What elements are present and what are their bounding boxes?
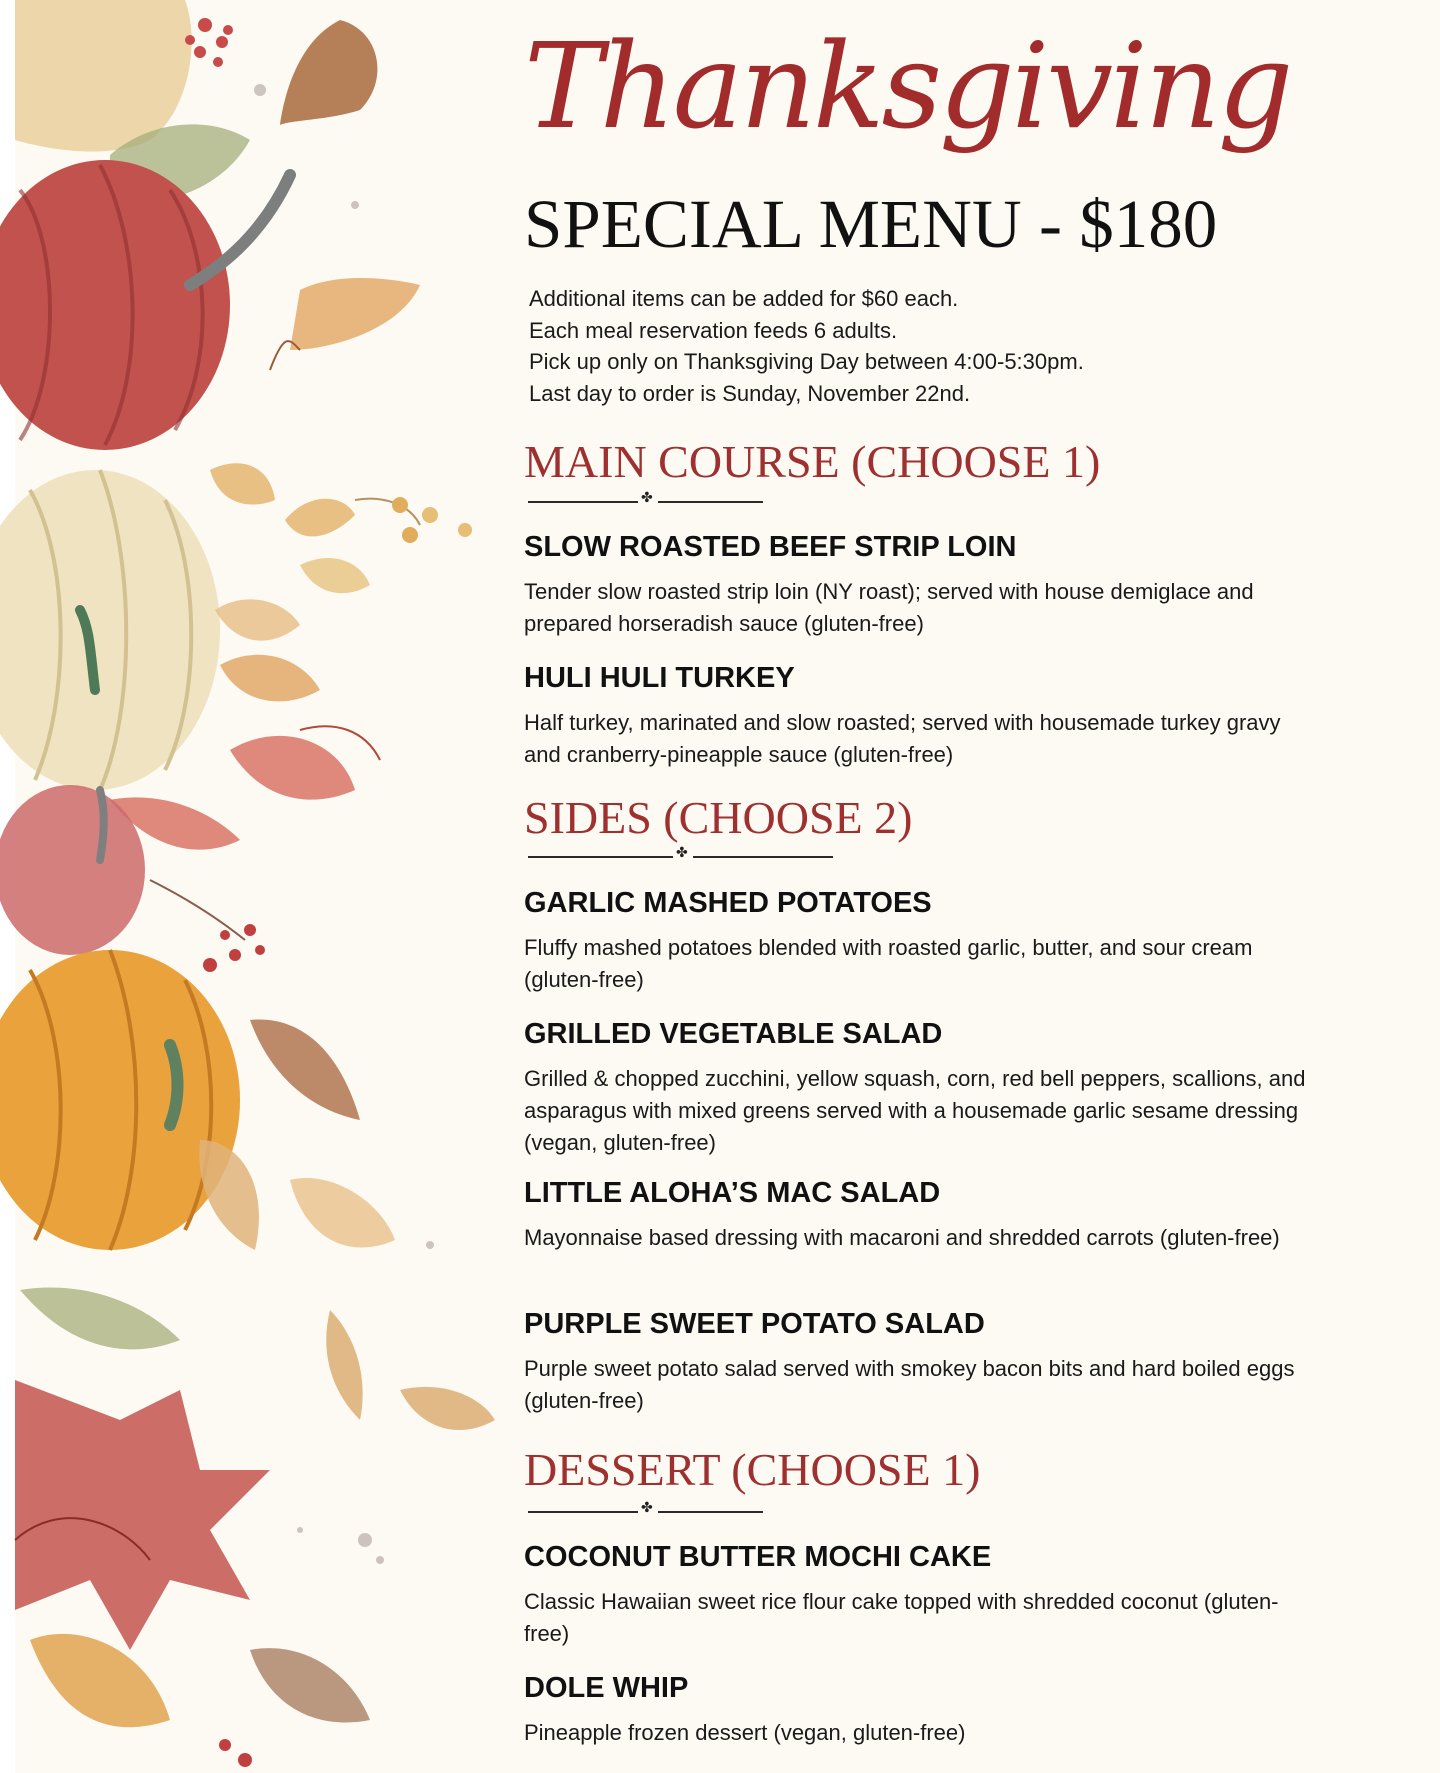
item-description: Mayonnaise based dressing with macaroni and shredded carrots (gluten-free) xyxy=(524,1225,1280,1250)
item-name: GARLIC MASHED POTATOES xyxy=(524,887,932,919)
section-heading-sides: SIDES (CHOOSE 2) xyxy=(524,792,913,843)
order-notes xyxy=(529,283,1084,409)
section-heading-dessert: DESSERT (CHOOSE 1) xyxy=(524,1444,981,1495)
item-description: Fluffy mashed potatoes blended with roasted garlic, butter, and sour cream (gluten-free) xyxy=(524,935,1253,992)
item-description: Classic Hawaiian sweet rice flour cake topped with shredded coconut (gluten-free) xyxy=(524,1589,1279,1646)
note-line: Pick up only on Thanksgiving Day between 4:00-5:30pm. xyxy=(529,349,1084,374)
note-line: Each meal reservation feeds 6 adults. xyxy=(529,317,898,343)
item-description: Half turkey, marinated and slow roasted; served with housemade turkey gravy and cranberry-pineapple sauce (gluten-free) xyxy=(524,710,1281,767)
item-name: DOLE WHIP xyxy=(524,1672,689,1704)
item-name: GRILLED VEGETABLE SALAD xyxy=(524,1018,943,1050)
item-name: HULI HULI TURKEY xyxy=(524,662,795,694)
item-description: Grilled & chopped zucchini, yellow squash, corn, red bell peppers, scallions, and asparagus with mixed greens served with a housemade garlic sesame dressing (vegan, gluten-free) xyxy=(524,1066,1306,1155)
ornament-icon: ✤ xyxy=(641,1499,653,1515)
item-description: Pineapple frozen dessert (vegan, gluten-free) xyxy=(524,1720,966,1745)
ornament-icon: ✤ xyxy=(676,844,688,860)
note-line: Additional items can be added for $60 each. xyxy=(529,286,959,311)
note-line: Last day to order is Sunday, November 22nd. xyxy=(529,380,971,406)
menu-title: SPECIAL MENU - $180 xyxy=(524,186,1218,262)
item-description: Tender slow roasted strip loin (NY roast); served with house demiglace and prepared horseradish sauce (gluten-free) xyxy=(524,579,1254,636)
item-name: PURPLE SWEET POTATO SALAD xyxy=(524,1308,985,1340)
item-name: LITTLE ALOHA’S MAC SALAD xyxy=(524,1177,941,1209)
item-description: Purple sweet potato salad served with smokey bacon bits and hard boiled eggs (gluten-free) xyxy=(524,1356,1295,1413)
script-title: Thanksgiving xyxy=(524,17,1291,155)
section-heading-main-course: MAIN COURSE (CHOOSE 1) xyxy=(524,436,1101,487)
autumn-watercolor-illustration xyxy=(0,0,520,1773)
item-name: SLOW ROASTED BEEF STRIP LOIN xyxy=(524,531,1017,563)
ornament-icon: ✤ xyxy=(641,489,653,505)
item-name: COCONUT BUTTER MOCHI CAKE xyxy=(524,1541,992,1573)
